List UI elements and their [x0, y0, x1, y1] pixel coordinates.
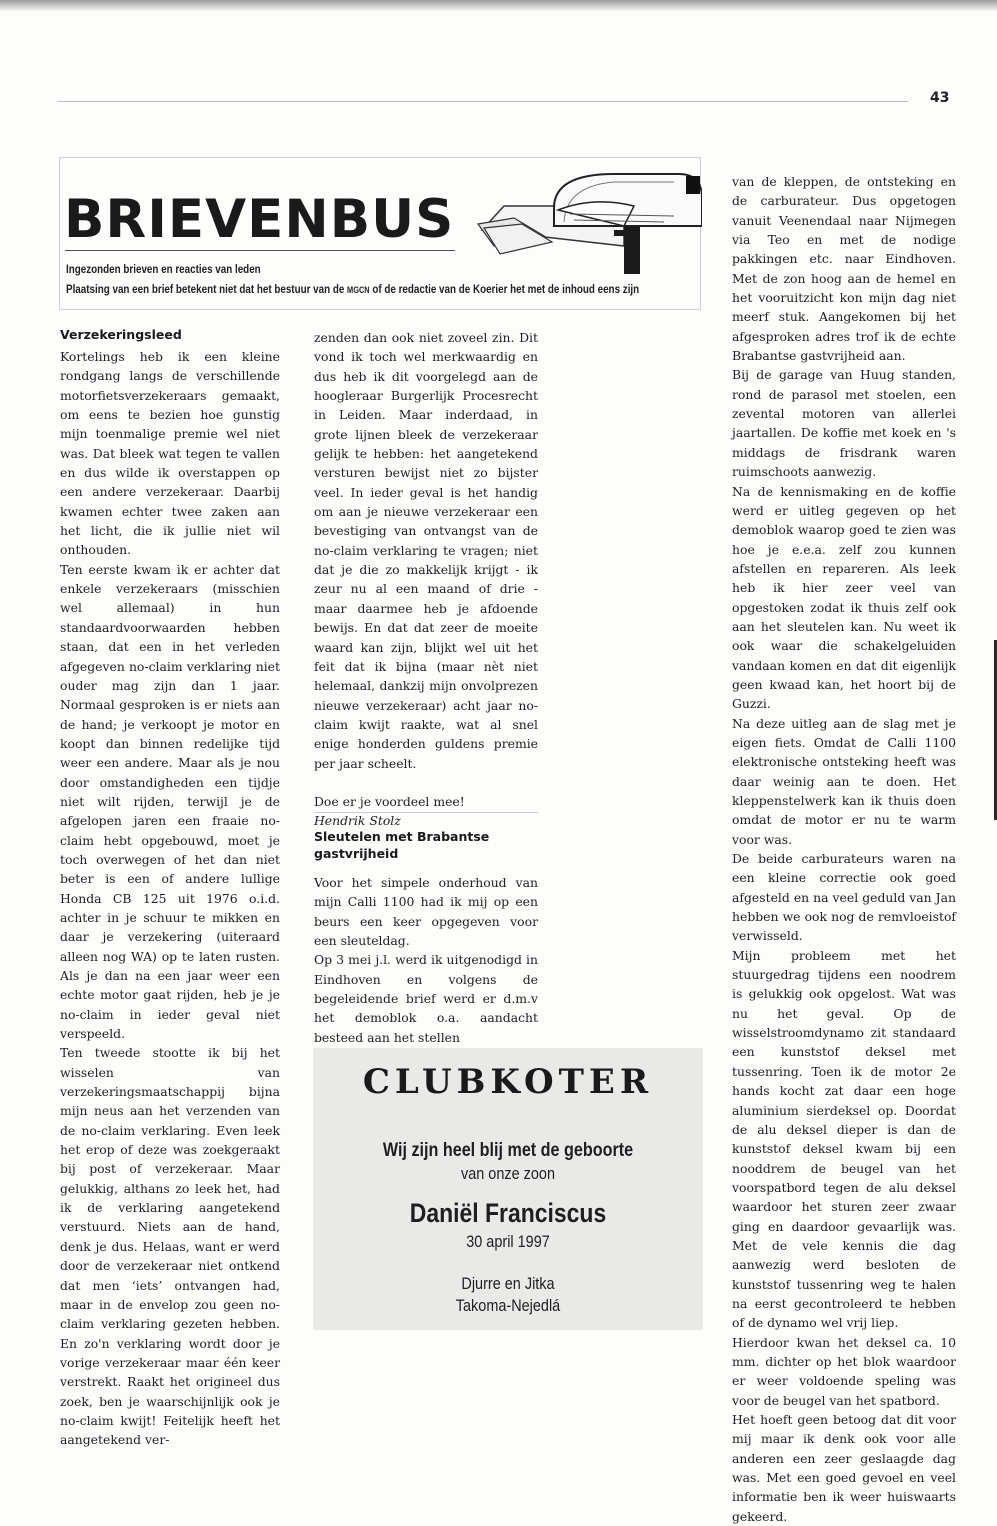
- paragraph: zenden dan ook niet zoveel zin. Dit vond ik toch wel merkwaardig en dus heb ik dit voorgelegd aan de hoogleraar Burgerlijk Procesrecht in Leiden. Maar inderdaad, in grote lijnen bleek de verzekeraar gelijk te hebben: het aangetekend versturen bewijst niet zo bijster veel. In ieder geval is het handig om aan je nieuwe verzekeraar een bevestiging van ontvangst van de no-claim verklaring te vragen; niet dat je die zo makkelijk krijgt - ik zeur nu al een maand of drie - maar daarmee heb je afdoende bewijs. En dat dat zeer de moeite waard kan zijn, blijkt wel uit het feit dat ik bijna (maar nèt niet helemaal, dankzij mijn onvolprezen nieuwe verzekeraar) acht jaar no-claim kwijt raakte, wat al snel enige honderden guldens premie per jaar scheelt.: [314, 330, 538, 771]
- birth-date: 30 april 1997: [466, 1232, 550, 1251]
- paragraph: Op 3 mei j.l. werd ik uitgenodigd in Eindhoven en volgens de begeleidende brief werd er d.m.v het demoblok o.a. aandacht besteed aan het stellen: [314, 952, 538, 1045]
- paragraph: De beide carburateurs waren na een kleine correctie ook goed afgesteld en na veel geduld van Jan hebben we ook nog de remvloeistof verwisseld.: [732, 851, 956, 944]
- banner-title: BRIEVENBUS: [64, 189, 455, 250]
- article1-column-1: [60, 347, 280, 1450]
- brievenbus-banner: [59, 157, 701, 310]
- article-heading-sleutelen: Sleutelen met Brabantse gastvrijheid: [314, 829, 490, 861]
- disclaimer-text-end: of de redactie van de Koerier het met de inhoud eens zijn: [369, 282, 640, 296]
- paragraph: Ten eerste kwam ik er achter dat enkele verzekeraars (misschien wel allemaal) in hun standaardvoorwaarden hebben staan, dat een in het verleden afgegeven no-claim verklaring niet ouder mag zijn dan 1 jaar. Normaal gesproken is er niets aan de hand; je verkoopt je motor en koopt dan binnen redelijke tijd weer een andere. Maar als je nou door omstandigheden een tijdje niet wilt rijden, terwijl je de afgelopen jaren een fraaie no-claim hebt opgebouwd, moet je toch overwegen of het dan niet beter is een of andere lullige Honda CB 125 uit 1976 o.i.d. achter in je schuur te mikken en daar je verzekering (uiteraard alleen nog WA) op te laten rusten. Als je dan na een jaar weer een echte motor gaat rijden, heb je je no-claim in ieder geval niet verspeeld.: [60, 561, 280, 1042]
- paragraph: Ten tweede stootte ik bij het wisselen van verzekeringsmaatschappij bijna mijn neus aan het verzenden van de no-claim verklaring. Even leek het erop of deze was zoekgeraakt bij post of verzekeraar. Maar gelukkig, althans zo leek het, had ik de verklaring aangetekend verstuurd. Niets aan de hand, denk je dus. Helaas, want er werd door de verzekeraar niet ontkend dat men ‘iets’ ontvangen had, maar in de envelop zou geen no-claim verklaring gezeten hebben. En zo'n verklaring wordt door je vorige verzekeraar maar één keer verstrekt. Raakt het origineel dus zoek, ben je waarschijnlijk ook je no-claim kwijt! Feitelijk heeft het aangetekend ver-: [60, 1045, 280, 1448]
- birth-announcement: [313, 1048, 703, 1330]
- article1-column-2: [314, 328, 538, 831]
- page-number: 43: [930, 90, 950, 106]
- banner-underline: [65, 250, 455, 251]
- paragraph: Hierdoor kwan het deksel ca. 10 mm. dichter op het blok waardoor er weer voldoende speling was voor de beugel van het spatbord.: [732, 1334, 956, 1408]
- header-rule: [58, 101, 908, 102]
- paragraph: Het hoeft geen betoog dat dit voor mij maar ik denk ook voor alle anderen een zeer geslaagde dag was. Met een goed gevoel en veel informatie ben ik weer huiswaarts gekeerd.: [732, 1412, 956, 1524]
- disclaimer-text-start: Plaatsing van een brief betekent niet dat het bestuur van de: [66, 282, 348, 296]
- announcement-line-1: Wij zijn heel blij met de geboorte: [382, 1140, 634, 1161]
- parents-names: Djurre en Jitka: [461, 1274, 555, 1293]
- author-signature: Hendrik Stolz: [314, 813, 401, 829]
- article2-column-2: [732, 172, 956, 1526]
- scan-edge: [0, 0, 997, 12]
- announcement-line-2: van onze zoon: [460, 1164, 556, 1183]
- closing-line: Doe er je voordeel mee!: [314, 793, 465, 809]
- article2-column-1: [314, 873, 538, 1047]
- paragraph: Bij de garage van Huug standen, rond de parasol met stoelen, een zevental motoren van allerlei jaartallen. De koffie met koek en 's middags de frisdrank waren ruimschoots aanwezig.: [732, 367, 956, 480]
- disclaimer-abbr: MGCN: [347, 285, 370, 295]
- paragraph: Voor het simpele onderhoud van mijn Calli 1100 had ik mij op een beurs een keer opgegeven voor een sleuteldag.: [314, 875, 538, 949]
- article-divider: [314, 812, 538, 813]
- parents-surname: Takoma-Nejedlá: [455, 1296, 561, 1315]
- banner-disclaimer: [66, 282, 639, 296]
- clubkoter-logo: CLUBKOTER: [362, 1062, 654, 1102]
- paragraph: Na de kennismaking en de koffie werd er uitleg gegeven op het demoblok waarop goed te zien was hoe je e.e.a. zelf zou kunnen afstellen en repareren. Als leek heb ik hier zeer veel van opgestoken zodat ik thuis zelf ook aan het sleutelen kan. Nu weet ik ook waar die schakelgeluiden vandaan komen en dat dit eigenlijk geen kwaad kan, het hoort bij de Guzzi.: [732, 483, 956, 712]
- paragraph: van de kleppen, de ontsteking en de carburateur. Dus opgetogen vanuit Veenendaal naar Nijmegen via Teo en met de nodige pakkingen etc. naar Eindhoven. Met de zon hoog aan de hemel en het vooruitzicht kon mijn dag niet meerf stuk. Aangekomen bij het afgesproken adres trof ik de echte Brabantse gastvrijheid aan.: [732, 174, 956, 364]
- paragraph: Na deze uitleg aan de slag met je eigen fiets. Omdat de Calli 1100 elektronische ontsteking heeft was daar weinig aan te doen. Het kleppenstelwerk kan ik thuis doen omdat de motor er nu te warm voor was.: [732, 715, 956, 847]
- paragraph: Kortelings heb ik een kleine rondgang langs de verschillende motorfietsverzekeraars gemaakt, om eens te bezien hoe gunstig mijn toenmalige premie wel niet was. Dat bleek wat tegen te vallen en dus wilde ik overstappen op een andere verzekeraar. Daarbij kwamen echter twee zaken aan het licht, die ik jullie niet wil onthouden.: [60, 349, 280, 558]
- article-heading-verzekeringsleed: Verzekeringsleed: [60, 327, 182, 342]
- baby-name: Daniël Franciscus: [409, 1198, 607, 1228]
- mailbox-icon: [474, 166, 702, 276]
- paragraph: Mijn probleem met het stuurgedrag tijdens een noodrem is gelukkig ook opgelost. Wat was nu het geval. Op de wisselstroomdynamo zit standaard een kunststof deksel met tussenring. Toen ik de motor 2e hands kocht zat daar een hoge aluminium sierdeksel op. Doordat de alu deksel dieper is dan de kunststof deksel kwam bij een nooddrem de beugel van het voorspatbord tegen de alu deksel waardoor het sturen zeer zwaar ging en daardoor gevaarlijk was. Met de vele kennis die dag aanwezig werd besloten de kunststof tussenring weg te halen na eerst gecontroleerd te hebben of de dynamo wel vrij liep.: [732, 947, 956, 1331]
- banner-subtitle: Ingezonden brieven en reacties van leden: [66, 262, 261, 276]
